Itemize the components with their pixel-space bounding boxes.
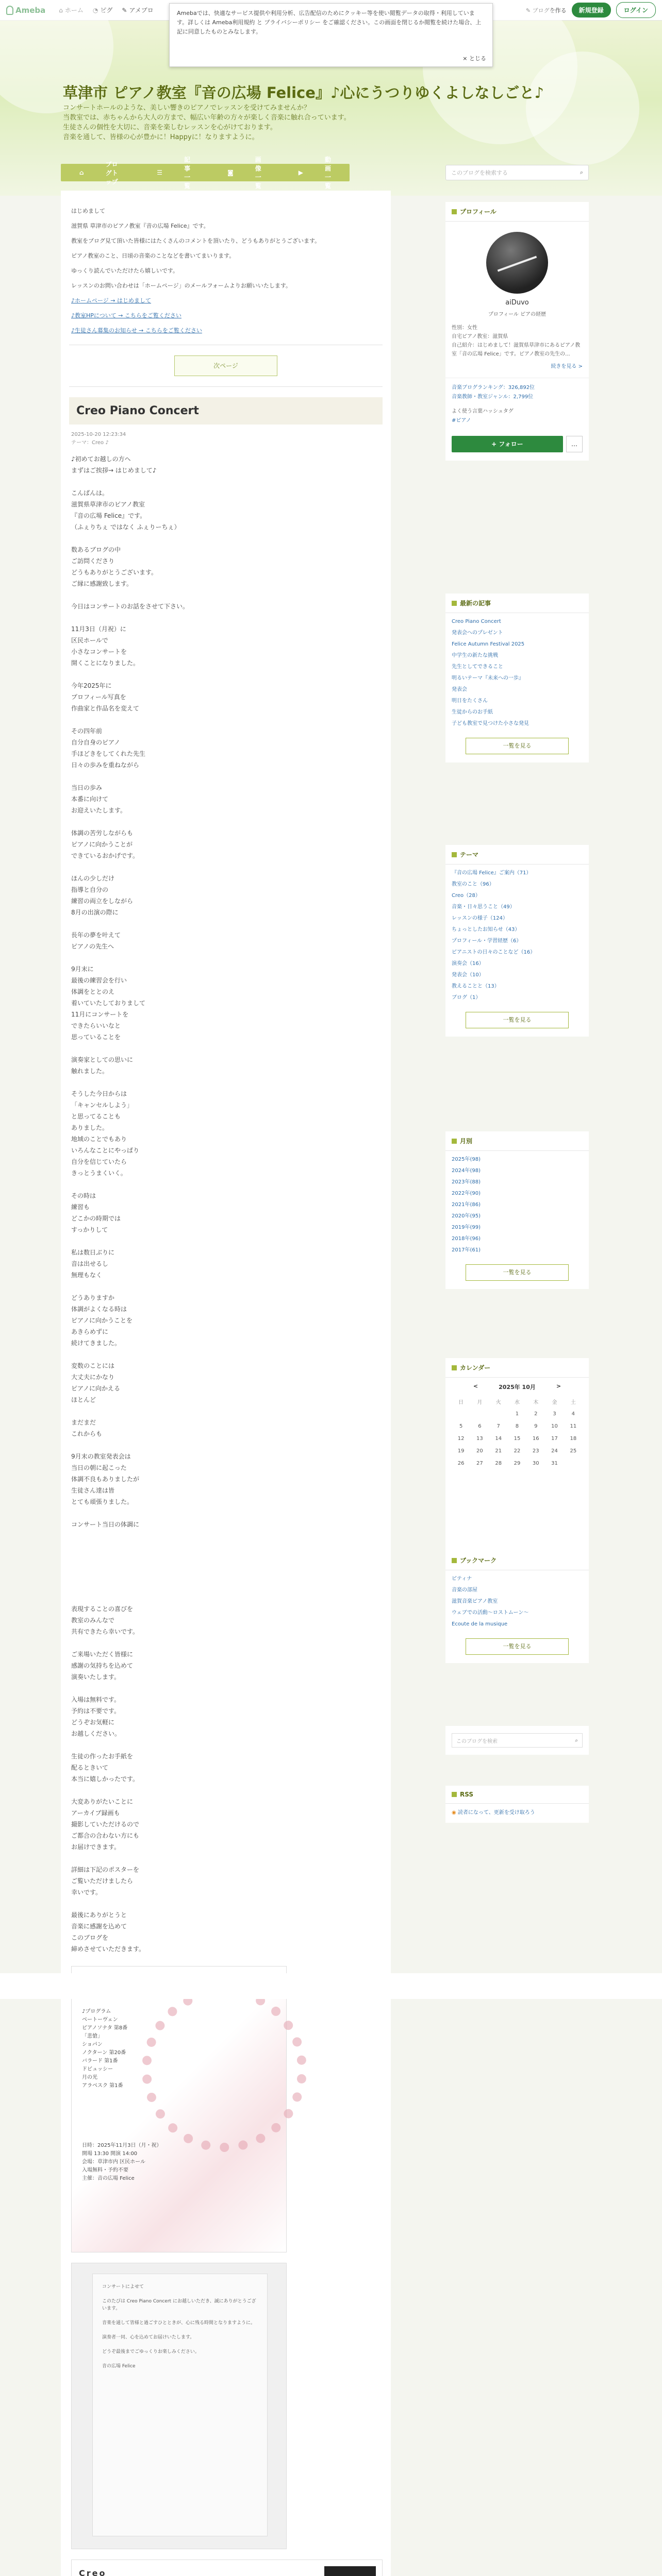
archive-item[interactable]: 2025年(98) xyxy=(452,1157,481,1162)
blog-title[interactable]: 草津市 ピアノ教室『音の広場 Felice』♪心にうつりゆくよしなしごと♪ xyxy=(63,84,544,101)
sidebar-bookmarks xyxy=(445,1551,589,1663)
sidebar-profile xyxy=(445,202,589,461)
square-icon xyxy=(452,1792,457,1797)
concert-flyer-image[interactable] xyxy=(71,2263,287,2549)
weekday: 火 xyxy=(495,1399,501,1405)
page-break-band xyxy=(0,1973,662,1999)
calendar-day[interactable]: 10 xyxy=(551,1423,558,1429)
sidebar-heading xyxy=(445,1786,589,1804)
calendar-day[interactable]: 4 xyxy=(571,1411,575,1417)
theme-item[interactable]: ピアニストの日々のことなど（16） xyxy=(452,950,536,955)
home-icon: ⌂ xyxy=(79,169,84,176)
archive-item[interactable]: 2019年(99) xyxy=(452,1225,481,1230)
theme-item[interactable]: 演奏会（16） xyxy=(452,961,484,967)
ranking-line[interactable]: 音楽ブログランキング：326,892位 xyxy=(452,385,535,391)
sidebar-rss xyxy=(445,1786,589,1823)
bookmark-item[interactable]: ウェブでの活動～ロストムーン～ xyxy=(452,1610,529,1616)
archive-item[interactable]: 2017年(61) xyxy=(452,1247,481,1253)
poster-info: 日時：2025年11月3日（月・祝） 開場 13:30 開演 14:00 会場：草津市内 区民ホール 入場無料・予約不要 主催：音の広場 Felice xyxy=(82,2143,162,2181)
nav-video-list-label: 動画一覧 xyxy=(324,156,331,190)
top-nav-ameblo-label: アメブロ xyxy=(129,7,154,14)
recent-item[interactable]: 生徒からのお手紙 xyxy=(452,709,493,715)
sidebar-search-input[interactable] xyxy=(452,1733,583,1748)
post-date: 2025-10-20 12:23:34 xyxy=(71,432,126,437)
square-icon xyxy=(452,852,457,857)
body-paragraph: 私は数日ぶりに 音は出せるし 無理もなく xyxy=(71,1249,115,1279)
themes-more-button[interactable]: 一覧を見る xyxy=(466,1012,569,1028)
sidebar-heading xyxy=(445,1551,589,1570)
profile-description: 性別：女性 自宅ピアノ教室：滋賀県 自己紹介：はじめまして！滋賀県草津市にあるピアノ教室「音の広場 Felice」です。ピアノ教室の先生の... xyxy=(452,325,581,357)
cookie-text: Amebaでは、快適なサービス提供や利用分析、広告配信のためにクッキー等を使い閲覧データの取得・利用しています。詳しくは Ameba利用規約 と プライバシーポリシー をご確認ください。この画面を閉じるか閲覧を続けた場合、上記に同意したものとみなします。 xyxy=(177,10,482,35)
calendar-day[interactable]: 23 xyxy=(532,1448,539,1454)
calendar-day[interactable]: 17 xyxy=(551,1435,558,1442)
create-blog-label: ブログを作る xyxy=(532,7,567,14)
bookmarks-list xyxy=(445,1570,589,1633)
calendar-row xyxy=(452,1457,583,1469)
recent-item[interactable]: Felice Autumn Festival 2025 xyxy=(452,641,525,647)
recent-item[interactable]: 発表会 xyxy=(452,687,467,692)
search-icon[interactable]: ⌕ xyxy=(575,1737,578,1743)
recent-item[interactable]: 子ども教室で見つけた小さな発見 xyxy=(452,721,529,726)
follow-button[interactable]: + フォロー xyxy=(452,436,563,452)
sidebar-themes xyxy=(445,845,589,1037)
body-paragraph: ご来場いただく皆様に 感謝の気持ちを込めて 演奏いたします。 xyxy=(71,1651,134,1681)
cookie-notice xyxy=(169,3,493,67)
pen-icon: ✎ xyxy=(525,7,531,14)
calendar-prev-button[interactable]: < xyxy=(473,1383,478,1389)
archive-item[interactable]: 2024年(98) xyxy=(452,1168,481,1174)
sidebar-search xyxy=(445,1726,589,1755)
calendar-day[interactable]: 27 xyxy=(476,1460,483,1466)
video-icon: ▶ xyxy=(298,169,303,176)
recent-item[interactable]: Creo Piano Concert xyxy=(452,619,501,624)
body-paragraph: 最後にありがとうと 音楽に感謝を込めて このブログを 締めさせていただきます。 xyxy=(71,1911,145,1953)
calendar-day[interactable]: 1 xyxy=(515,1411,519,1417)
link-card[interactable] xyxy=(71,2560,383,2576)
body-paragraph: 今日はコンサートのお話をさせて下さい。 xyxy=(71,603,189,610)
archive-list xyxy=(445,1151,589,1259)
weekday: 月 xyxy=(477,1399,483,1405)
body-paragraph: そうした今日からは 「キャンセルしよう」 と思ってることも ありました。 地域のことでもあり いろんなことにやっぱり 自分を信じていたら きっとうまくいく。 xyxy=(71,1090,140,1177)
body-paragraph: 生徒の作ったお手紙を 配るときいて 本当に嬉しかったです。 xyxy=(71,1753,139,1783)
bookmarks-more-button[interactable]: 一覧を見る xyxy=(466,1638,569,1655)
calendar-day xyxy=(489,1408,508,1420)
rss-link-label: 読者になって、更新を受け取ろう xyxy=(457,1810,535,1816)
calendar-day[interactable]: 24 xyxy=(551,1448,558,1454)
calendar-row xyxy=(452,1420,583,1432)
theme-item[interactable]: 『音の広場 Felice』ご案内（71） xyxy=(452,870,532,876)
sidebar-heading xyxy=(445,1131,589,1151)
divider xyxy=(69,386,383,387)
poster-program: ♪プログラム ベートーヴェン ピアノソナタ 第8番 「悲愴」 ショパン ノクターン 第20番 バラード 第1番 ドビュッシー 月の光 アラベスク 第1番 xyxy=(82,2009,128,2089)
body-paragraph: 11月3日（月祝）に 区民ホールで 小さなコンサートを 開くことになりました。 xyxy=(71,625,140,667)
body-paragraph: 変数のことには 大丈夫にかなり ピアノに向かえる ほとんど xyxy=(71,1362,121,1403)
sidebar-heading xyxy=(445,202,589,222)
archive-item[interactable]: 2023年(88) xyxy=(452,1179,481,1185)
top-nav-pigg-label: ピグ xyxy=(100,7,113,14)
archive-more-button[interactable]: 一覧を見る xyxy=(466,1264,569,1281)
archive-heading: 月別 xyxy=(460,1138,473,1145)
header-search-input[interactable] xyxy=(445,165,589,180)
body-paragraph: 当日の歩み 本番に向けて お迎えいたします。 xyxy=(71,784,127,814)
login-button[interactable]: ログイン xyxy=(616,2,656,18)
recent-list xyxy=(445,613,589,733)
theme-item[interactable]: ちょっとしたお知らせ（43） xyxy=(452,927,520,933)
body-paragraph: 演奏家としての思いに 触れました。 xyxy=(71,1056,134,1075)
rss-link[interactable] xyxy=(445,1804,589,1823)
bookmark-item[interactable]: 滋賀音楽ピアノ教室 xyxy=(452,1599,498,1604)
calendar-row xyxy=(452,1408,583,1420)
calendar-next-button[interactable]: > xyxy=(556,1383,561,1389)
themes-list xyxy=(445,865,589,1007)
body-paragraph: ほんの少しだけ 指導と自分の 練習の両立をしながら 8月の出演の際に xyxy=(71,875,134,916)
body-paragraph: どうありますか 体調がよくなる時は ピアノに向かうことを あきらめずに 続けてきました。 xyxy=(71,1294,133,1347)
bookmark-item[interactable]: ピティナ xyxy=(452,1576,472,1582)
calendar-day[interactable]: 2 xyxy=(534,1411,538,1417)
calendar-heading: カレンダー xyxy=(460,1364,491,1371)
weekday: 水 xyxy=(514,1399,520,1405)
intro-line: レッスンのお問い合わせは「ホームページ」のメールフォームよりお願いいたします。 xyxy=(71,282,292,289)
calendar-day xyxy=(564,1457,583,1469)
calendar-day[interactable]: 25 xyxy=(570,1448,577,1454)
weekday: 土 xyxy=(570,1399,576,1405)
body-paragraph: 大変ありがたいことに アーカイブ録画も 撮影していただけるので ご都合の合わない方にも お届けできます。 xyxy=(71,1798,140,1851)
body-paragraph: その四年前 自分自身のピアノ 手ほどきをしてくれた先生 日々の歩みを重ねながら xyxy=(71,727,146,769)
page-break-gap xyxy=(71,1541,383,1603)
calendar-day[interactable]: 19 xyxy=(457,1448,465,1454)
theme-item[interactable]: 発表会（10） xyxy=(452,972,484,978)
link-card-thumbnail xyxy=(324,2566,376,2576)
nav-entry-list-label: 記事一覧 xyxy=(184,156,191,190)
calendar-nav xyxy=(445,1378,589,1391)
intro-link-recruit[interactable] xyxy=(71,326,383,335)
theme-item[interactable]: Creo（28） xyxy=(452,893,481,899)
calendar-day[interactable]: 7 xyxy=(496,1423,500,1429)
calendar-day xyxy=(470,1408,489,1420)
intro-line: はじめまして xyxy=(71,208,105,214)
calendar-day[interactable]: 22 xyxy=(514,1448,521,1454)
header-search-placeholder: このブログを検索する xyxy=(451,170,508,176)
blog-description: コンサートホールのような、美しい響きのピアノでレッスンを受けてみませんか？ 当教室では、赤ちゃんから大人の方まで、幅広い年齢の方々が楽しく音楽に触れ合っています。 生徒さんの個性を大切に、音楽を楽しむレッスンを心がけております。 音楽を通して、皆様の心が豊かに！Happyに！なりますように。 xyxy=(63,104,351,141)
body-paragraph: 9月末に 最後の練習会を行い 体調をととのえ 着いていたしておりまして 11月にコンサートを できたらいいなと 思っていることを xyxy=(71,965,146,1041)
calendar-day[interactable]: 30 xyxy=(532,1460,539,1466)
concert-poster-image[interactable] xyxy=(71,1966,287,2252)
post-body xyxy=(69,453,383,1955)
bookmarks-heading: ブックマーク xyxy=(460,1557,497,1564)
calendar-day[interactable]: 16 xyxy=(532,1435,539,1442)
sidebar-archive xyxy=(445,1131,589,1289)
profile-tabs[interactable]: プロフィール ピアの経歴 xyxy=(488,312,547,317)
hashtag-item[interactable]: #ピアノ xyxy=(452,418,471,423)
sidebar-heading xyxy=(445,594,589,613)
calendar-day[interactable]: 9 xyxy=(534,1423,538,1429)
blog-icon: ✎ xyxy=(122,6,127,14)
archive-item[interactable]: 2018年(96) xyxy=(452,1236,481,1242)
body-paragraph: 詳細は下記のポスターを ご覧いただけましたら 幸いです。 xyxy=(71,1866,140,1896)
calendar-day[interactable]: 21 xyxy=(495,1448,502,1454)
recent-item[interactable]: 中学生の新たな挑戦 xyxy=(452,653,498,658)
cookie-close-button[interactable]: × とじる xyxy=(462,55,486,62)
hashtag-heading: よく使う言葉ハッシュタグ xyxy=(452,409,514,414)
calendar-day xyxy=(452,1408,470,1420)
theme-item[interactable]: 教えることと（13） xyxy=(452,984,500,989)
post-meta xyxy=(71,431,380,447)
theme-item[interactable]: 教室のこと（96） xyxy=(452,882,494,887)
theme-item[interactable]: ブログ（1） xyxy=(452,995,481,1001)
weekday: 木 xyxy=(533,1399,539,1405)
next-page-button[interactable]: 次ページ xyxy=(174,355,277,376)
avatar-decoration xyxy=(498,256,537,272)
square-icon xyxy=(452,1558,457,1563)
calendar-day[interactable]: 6 xyxy=(478,1423,482,1429)
calendar-day[interactable]: 26 xyxy=(457,1460,465,1466)
intro-link-home[interactable] xyxy=(71,296,383,306)
nav-blog-top-label: ブログトップ xyxy=(105,160,118,185)
archive-item[interactable]: 2021年(86) xyxy=(452,1202,481,1208)
rss-icon: ◉ xyxy=(452,1810,456,1816)
calendar-day[interactable]: 13 xyxy=(476,1435,483,1442)
calendar-day[interactable]: 31 xyxy=(551,1460,558,1466)
calendar-row xyxy=(452,1445,583,1457)
body-paragraph: 長年の夢を叶えて ピアノの先生へ xyxy=(71,931,121,950)
body-paragraph: 表現することの喜びを 教室のみんなで 共有できたら幸いです。 xyxy=(71,1605,139,1635)
intro-line: 滋賀県 草津市のピアノ教室『音の広場 Felice』です。 xyxy=(71,223,209,229)
link-card-title: Creo xyxy=(79,2568,107,2576)
follow-row xyxy=(445,431,589,461)
recent-item[interactable]: 明日をたくさん xyxy=(452,698,488,704)
intro-link-hp[interactable] xyxy=(71,311,383,320)
body-paragraph: ♪初めてお越しの方へ まずはご挨拶→ はじめまして♪ xyxy=(71,455,157,474)
square-icon xyxy=(452,1365,457,1370)
archive-item[interactable]: 2022年(90) xyxy=(452,1191,481,1196)
nav-blog-top[interactable] xyxy=(61,160,138,185)
pigg-icon: ◔ xyxy=(92,6,98,14)
body-paragraph: まだまだ これからも xyxy=(71,1419,103,1437)
ranking-block xyxy=(445,378,589,431)
profile-more-link[interactable]: 続きを見る > xyxy=(551,364,583,369)
main-column xyxy=(61,191,391,2576)
list-icon: ☰ xyxy=(157,169,163,176)
calendar-day[interactable]: 11 xyxy=(570,1423,577,1429)
recent-heading: 最新の記事 xyxy=(460,600,491,607)
nav-image-list-label: 画像一覧 xyxy=(255,156,261,190)
calendar-weekdays xyxy=(452,1395,583,1408)
intro-line: 教室をブログ見て頂いた皆様にはたくさんのコメントを頂いたり、どうもありがとうございます。 xyxy=(71,238,321,244)
global-nav xyxy=(61,156,350,190)
bookmark-item[interactable]: 音楽の部屋 xyxy=(452,1587,477,1593)
calendar-day[interactable]: 20 xyxy=(476,1448,483,1454)
signup-button[interactable]: 新規登録 xyxy=(572,3,611,18)
intro-link-home-text[interactable]: ♪ホームページ → はじめまして xyxy=(71,297,152,304)
home-icon: ⌂ xyxy=(59,6,63,14)
follow-more-button[interactable]: … xyxy=(566,436,583,452)
calendar-table xyxy=(452,1395,583,1469)
body-paragraph: こんばんは。 滋賀県草津市のピアノ教室 『音の広場 Felice』です。 （ふぇりちぇ ではなく ふぇりーちぇ） xyxy=(71,489,180,531)
body-paragraph: 今年2025年に プロフィール写真を 作曲家と作品名を変えて xyxy=(71,682,140,712)
weekday: 金 xyxy=(552,1399,557,1405)
calendar-day[interactable]: 5 xyxy=(459,1423,463,1429)
archive-item[interactable]: 2020年(95) xyxy=(452,1213,481,1219)
intro-block xyxy=(69,206,383,335)
recent-item[interactable]: 明るいテーマ『未来への一歩』 xyxy=(452,675,524,681)
themes-heading: テーマ xyxy=(460,851,479,858)
theme-item[interactable]: 音楽・日々思うこと（49） xyxy=(452,904,515,910)
calendar-day[interactable]: 28 xyxy=(495,1460,502,1466)
avatar[interactable] xyxy=(486,232,548,294)
recent-item[interactable]: 先生としてできること xyxy=(452,664,503,670)
calendar-day[interactable]: 12 xyxy=(457,1435,465,1442)
sidebar-recent xyxy=(445,594,589,762)
square-icon xyxy=(452,1139,457,1144)
logo-text: Ameba xyxy=(15,5,46,15)
camera-icon: ◙ xyxy=(227,169,234,176)
square-icon xyxy=(452,209,457,214)
nav-entry-list[interactable] xyxy=(138,156,209,190)
flyer-paper: コンサートによせて このたびは Creo Piano Concert にお越しいただき、誠にありがとうございます。 音楽を通して皆様と過ごすひとときが、心に残る時間となりますように。 演奏者一同、心を込めてお届けいたします。 どうぞ最後までごゆっくりお楽しみください。 音の広場 Felice xyxy=(92,2274,268,2536)
nav-image-list[interactable] xyxy=(209,156,280,190)
square-icon xyxy=(452,601,457,606)
body-paragraph: 9月末の教室発表会は 当日の朝に起こった 体調不良もありましたが 生徒さん達は皆 とても頑張りました。 xyxy=(71,1453,140,1505)
nav-video-list[interactable] xyxy=(280,156,350,190)
profile-name[interactable]: aiDuvo xyxy=(505,299,529,307)
sidebar-search-placeholder: このブログを検索 xyxy=(456,1738,498,1744)
body-paragraph: その時は 練習も どこかの時期では すっかりして xyxy=(71,1192,121,1233)
profile-heading: プロフィール xyxy=(460,208,496,215)
top-nav-home-label: ホーム xyxy=(64,7,84,14)
body-paragraph: 数あるブログの中 ご訪問くださり どうもありがとうございます。 ご縁に感謝致します。 xyxy=(71,546,158,587)
calendar-day[interactable]: 18 xyxy=(570,1435,577,1442)
ranking-line[interactable]: 音楽教師・教室ジャンル：2,799位 xyxy=(452,394,534,400)
recent-more-button[interactable]: 一覧を見る xyxy=(466,738,569,754)
calendar-day[interactable]: 3 xyxy=(553,1411,556,1417)
post-theme[interactable]: テーマ：Creo ♪ xyxy=(71,440,109,446)
intro-link-recruit-text[interactable]: ♪生徒さん募集のお知らせ → こちらをご覧ください xyxy=(71,327,202,334)
calendar-day[interactable]: 8 xyxy=(515,1423,519,1429)
top-nav-ameblo[interactable] xyxy=(122,6,153,14)
calendar-day[interactable]: 14 xyxy=(495,1435,502,1442)
intro-line: ゆっくり読んでいただけたら嬉しいです。 xyxy=(71,267,179,274)
calendar-day[interactable]: 29 xyxy=(514,1460,521,1466)
search-icon[interactable]: ⌕ xyxy=(580,169,583,176)
sidebar-heading xyxy=(445,845,589,865)
post-title[interactable]: Creo Piano Concert xyxy=(69,397,383,425)
intro-link-hp-text[interactable]: ♪教室HPについて → こちらをご覧ください xyxy=(71,312,181,319)
sidebar-heading xyxy=(445,1358,589,1378)
bookmark-item[interactable]: Ecoute de la musique xyxy=(452,1621,508,1627)
header-decoration xyxy=(526,52,639,165)
calendar-month: 2025年 10月 xyxy=(499,1384,536,1391)
intro-line: ピアノ教室のこと、日頃の音楽のことなどを書いてまいります。 xyxy=(71,252,235,259)
rss-heading: RSS xyxy=(460,1791,473,1798)
body-paragraph: 入場は無料です。 予約は不要です。 どうぞお気軽に お越しください。 xyxy=(71,1696,121,1737)
recent-item[interactable]: 発表会へのプレゼント xyxy=(452,630,503,636)
theme-item[interactable]: レッスンの様子（124） xyxy=(452,916,508,921)
body-paragraph: 体調の苦労しながらも ピアノに向かうことが できているおかげです。 xyxy=(71,829,139,859)
weekday: 日 xyxy=(458,1399,464,1405)
theme-item[interactable]: プロフィール・学習経歴（6） xyxy=(452,938,522,944)
calendar-row xyxy=(452,1432,583,1445)
body-paragraph: コンサート当日の体調に xyxy=(71,1521,140,1528)
calendar-day[interactable]: 15 xyxy=(514,1435,521,1442)
